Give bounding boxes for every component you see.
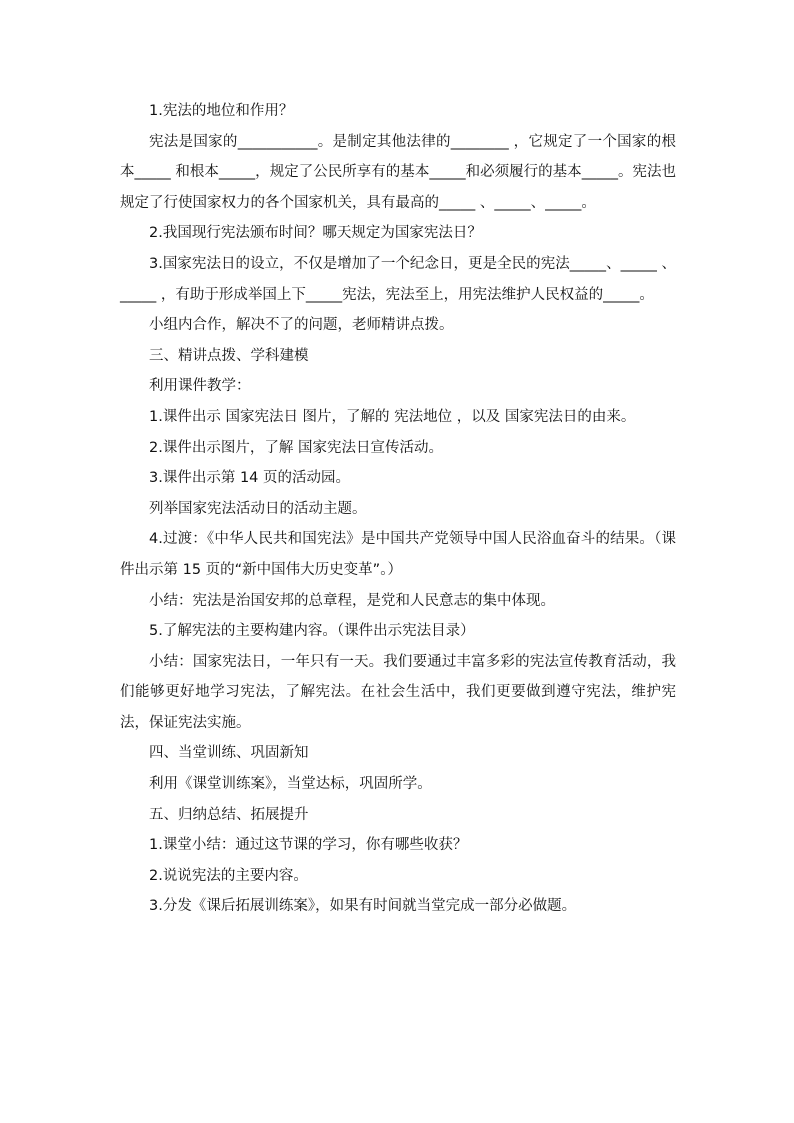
courseware-step-3: 3.课件出示第 14 页的活动园。 (149, 470, 351, 487)
classroom-training: 利用《课堂训练案》，当堂达标，巩固所学。 (149, 776, 432, 793)
wrapup-step-1: 1.课堂小结：通过这节课的学习，你有哪些收获？ (149, 837, 468, 854)
question-3-fill-in-blanks: 3.国家宪法日的设立，不仅是增加了一个纪念日，更是全民的宪法_____、_____ 、_____ ，有助于形成举国上下_____宪法，宪法至上，用宪法维护人民权益的_____。 (120, 255, 676, 303)
section-5-heading: 五、归纳总结、拓展提升 (149, 806, 309, 823)
wrapup-step-2: 2.说说宪法的主要内容。 (149, 867, 308, 884)
question-2: 2.我国现行宪法颁布时间？哪天规定为国家宪法日？ (149, 225, 482, 242)
activity-theme-list: 列举国家宪法活动日的活动主题。 (149, 500, 367, 517)
wrapup-step-3: 3.分发《课后拓展训练案》，如果有时间就当堂完成一部分必做题。 (149, 898, 577, 915)
document-body (120, 96, 676, 922)
question-1-fill-in-blanks: 宪法是国家的___________。是制定其他法律的________ ，它规定了一个国家的根本_____ 和根本_____，规定了公民所享有的基本_____和必须履行的基本_____。宪法也规定了行使国家权力的各个国家机关，具有最高的_____ 、_____、_____。 (120, 133, 676, 211)
courseware-step-4: 4.过渡：《中华人民共和国宪法》是中国共产党领导中国人民浴血奋斗的结果。（课件出示第 15 页的“新中国伟大历史变革”。） (120, 531, 676, 578)
group-cooperation-note: 小组内合作，解决不了的问题，老师精讲点拨。 (149, 317, 454, 334)
summary-2: 小结：国家宪法日，一年只有一天。我们要通过丰富多彩的宪法宣传教育活动，我们能够更好地学习宪法，了解宪法。在社会生活中，我们更要做到遵守宪法，维护宪法，保证宪法实施。 (120, 653, 676, 731)
courseware-intro: 利用课件教学： (149, 378, 251, 395)
summary-1: 小结：宪法是治国安邦的总章程，是党和人民意志的集中体现。 (149, 592, 555, 609)
section-3-heading: 三、精讲点拨、学科建模 (149, 347, 309, 364)
courseware-step-1: 1.课件出示 国家宪法日 图片，了解的 宪法地位 ，以及 国家宪法日的由来。 (149, 408, 636, 425)
section-4-heading: 四、当堂训练、巩固新知 (149, 745, 309, 762)
question-1-heading: 1.宪法的地位和作用？ (149, 103, 294, 119)
courseware-step-2: 2.课件出示图片，了解 国家宪法日宣传活动。 (149, 439, 443, 456)
courseware-step-5: 5.了解宪法的主要构建内容。（课件出示宪法目录） (149, 623, 475, 640)
